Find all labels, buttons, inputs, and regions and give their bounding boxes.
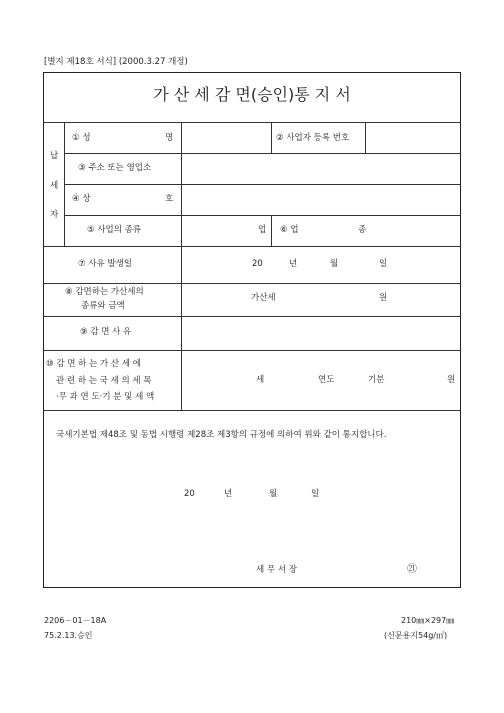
biz-type-label: ⑤ 사업의 종류 (87, 225, 142, 235)
seal-mark: ㉑ (407, 564, 417, 575)
related-amount-unit: 원 (447, 375, 456, 385)
divider-row6 (43, 316, 461, 317)
divider-row1 (64, 153, 461, 154)
divider-row8 (43, 410, 461, 411)
name-label: ① 성 (72, 133, 91, 143)
name-label-suffix: 명 (165, 133, 174, 143)
reason-date-label: ⑦ 사유 발생일 (78, 259, 133, 269)
taxpayer-side-label-3: 자 (50, 210, 59, 220)
related-period: 기분 (368, 375, 385, 385)
paper-size: 210㎜×297㎜ (401, 616, 455, 625)
divider-row3 (64, 215, 461, 216)
reduction-label-line2: 종류와 금액 (81, 301, 125, 311)
biz-type-unit: 업 (258, 225, 267, 235)
divider-row2 (64, 184, 461, 185)
reason-date-month-unit: 월 (330, 259, 339, 269)
divider-side (64, 122, 65, 246)
form-code: 2206－01－18A (44, 616, 107, 625)
divider-row4 (43, 246, 461, 247)
trade-name-label-suffix: 호 (165, 194, 174, 204)
related-label-line3: ·무 과 연 도·기 분 및 세 액 (56, 392, 155, 402)
reduction-label-line1: ⑧ 감면하는 가산세의 (65, 287, 144, 297)
related-year: 연도 (318, 375, 335, 385)
biz-reg-label: ② 사업자 등록 번호 (276, 133, 350, 143)
notice-body: 국세기본법 제48조 및 동법 시행령 제28조 제3항의 규정에 의하여 위와 같이 통지합니다. (56, 430, 387, 440)
related-label-line2: 관 련 하 는 국 세 의 세 목 (56, 376, 152, 386)
reason-date-year-unit: 년 (289, 259, 298, 269)
taxpayer-side-label-1: 납 (50, 151, 59, 161)
reduction-value-unit: 원 (379, 293, 388, 303)
divider-row7 (43, 350, 461, 351)
approval-date: 75.2.13.승인 (44, 631, 93, 640)
divider-mid1b (365, 122, 366, 153)
address-label: ③ 주소 또는 영업소 (78, 163, 152, 173)
item-label: ⑥ 업 (280, 225, 299, 235)
reason-date-year: 20 (252, 259, 263, 269)
taxpayer-side-label-2: 세 (50, 181, 59, 191)
divider-label-col (181, 122, 182, 410)
notice-date-year-unit: 년 (224, 489, 233, 499)
notice-date-day-unit: 일 (311, 489, 320, 499)
tax-office-chief: 세 무 서 장 (256, 565, 297, 575)
reason-label: ⑨ 감 면 사 유 (80, 327, 132, 337)
notice-date-month-unit: 월 (269, 489, 278, 499)
reduction-value-prefix: 가산세 (251, 293, 276, 303)
item-label-suffix: 종 (358, 225, 367, 235)
divider-row5 (43, 283, 461, 284)
trade-name-label: ④ 상 (72, 194, 91, 204)
divider-title (43, 122, 461, 123)
divider-mid2 (271, 215, 272, 246)
notice-date-year: 20 (184, 489, 195, 499)
related-tax-item: 세 (256, 375, 265, 385)
divider-mid1 (271, 122, 272, 153)
paper-type: (신문용지54g/㎡) (384, 631, 448, 640)
reason-date-day-unit: 일 (379, 259, 388, 269)
form-header: [별지 제18호 서식] (2000.3.27 개정) (44, 57, 188, 67)
related-label-line1: ⑩ 감 면 하 는 가 산 세 에 (46, 359, 141, 369)
page-title: 가 산 세 감 면(승인)통 지 서 (153, 85, 351, 104)
